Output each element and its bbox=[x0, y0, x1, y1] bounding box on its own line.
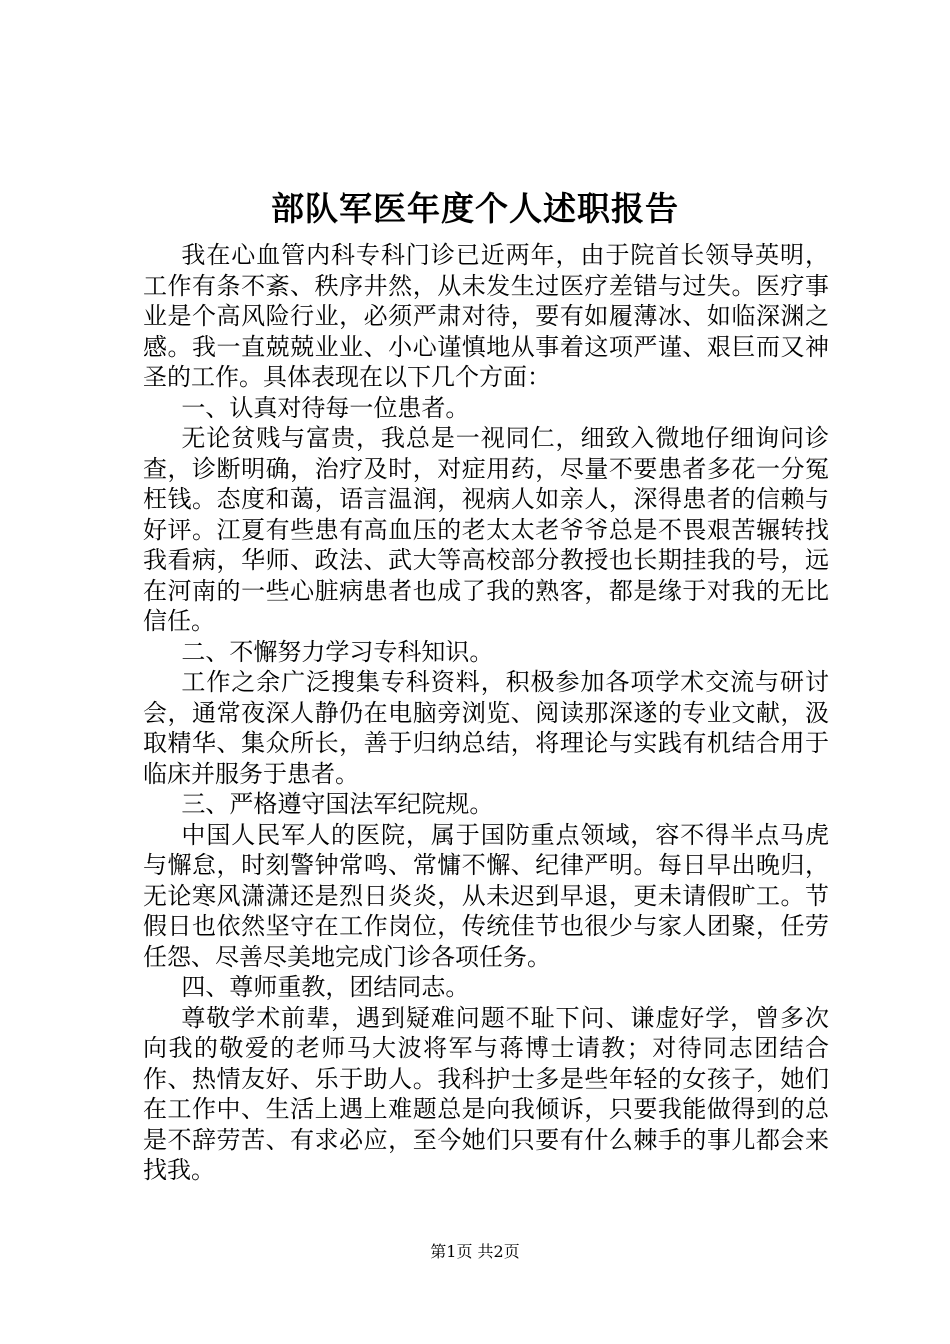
section-heading-1: 一、认真对待每一位患者。 bbox=[181, 393, 470, 422]
document-body bbox=[143, 240, 829, 1186]
section-heading-3: 三、严格遵守国法军纪院规。 bbox=[181, 790, 494, 818]
section-heading-2: 二、不懈努力学习专科知识。 bbox=[181, 637, 494, 666]
page-indicator: 第1页 共2页 bbox=[430, 1242, 520, 1261]
paragraph-section-2: 工作之余广泛搜集专科资料，积极参加各项学术交流与研讨会，通常夜深人静仍在电脑旁浏览、阅读那深遂的专业文献，汲取精华、集众所长，善于归纳总结，将理论与实践有机结合用于临床并服务于患者。 bbox=[143, 668, 829, 788]
paragraph-section-4: 尊敬学术前辈，遇到疑难问题不耻下问、谦虚好学，曾多次向我的敬爱的老师马大波将军与蒋博士请教；对待同志团结合作、热情友好、乐于助人。我科护士多是些年轻的女孩子，她们在工作中、生活上遇上难题总是向我倾诉，只要我能做得到的总是不辞劳苦、有求必应，至今她们只要有什么棘手的事儿都会来找我。 bbox=[143, 1003, 829, 1184]
section-heading-4: 四、尊师重教，团结同志。 bbox=[181, 973, 470, 1001]
paragraph-section-1: 无论贫贱与富贵，我总是一视同仁，细致入微地仔细询问诊查，诊断明确，治疗及时，对症用药，尽量不要患者多花一分冤枉钱。态度和蔼，语言温润，视病人如亲人，深得患者的信赖与好评。江夏有些患有高血压的老太太老爷爷总是不畏艰苦辗转找我看病，华师、政法、武大等高校部分教授也长期挂我的号，远在河南的一些心脏病患者也成了我的熟客，都是缘于对我的无比信任。 bbox=[143, 424, 829, 635]
paragraph-section-3: 中国人民军人的医院，属于国防重点领域，容不得半点马虎与懈怠，时刻警钟常鸣、常慵不懈、纪律严明。每日早出晚归，无论寒风潇潇还是烈日炎炎，从未迟到早退，更未请假旷工。节假日也依然坚守在工作岗位，传统佳节也很少与家人团聚，任劳任怨、尽善尽美地完成门诊各项任务。 bbox=[143, 820, 829, 971]
paragraph-intro: 我在心血管内科专科门诊已近两年，由于院首长领导英明，工作有条不紊、秩序井然，从未发生过医疗差错与过失。医疗事业是个高风险行业，必须严肃对待，要有如履薄冰、如临深渊之感。我一直兢兢业业、小心谨慎地从事着这项严谨、艰巨而又神圣的工作。具体表现在以下几个方面： bbox=[143, 241, 829, 391]
document-title: 部队军医年度个人述职报告 bbox=[271, 189, 679, 228]
